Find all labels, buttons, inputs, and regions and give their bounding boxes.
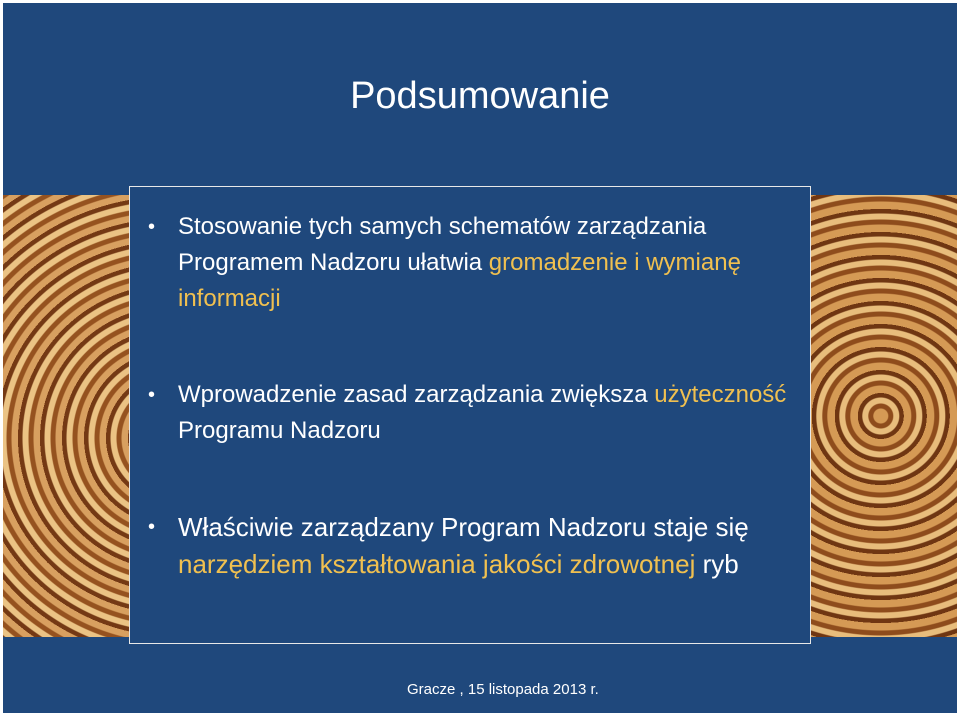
bullet-dot-icon: • — [148, 216, 156, 238]
bullet-1-text-1: Stosowanie tych samych schematów zarządzania Programem Nadzoru ułatwia — [178, 213, 707, 276]
bullet-item-1 — [140, 209, 800, 317]
bullet-2-text-2: Programu Nadzoru — [178, 417, 381, 444]
bullet-3-text-2: ryb — [695, 549, 739, 579]
bullet-3-highlight: narzędziem kształtowania jakości zdrowotnej — [178, 549, 696, 579]
bullet-2-text-1: Wprowadzenie zasad zarządzania zwiększa — [178, 381, 655, 408]
bullet-item-2 — [140, 377, 800, 449]
bullet-item-3 — [140, 509, 800, 583]
bullet-dot-icon: • — [148, 384, 156, 406]
bullet-3-text-1: Właściwie zarządzany Program Nadzoru staje się — [178, 512, 749, 542]
bullet-1-highlight: gromadzenie i wymianę informacji — [178, 249, 741, 312]
slide-title: Podsumowanie — [350, 75, 610, 117]
content-box — [129, 186, 811, 644]
footer-date: Gracze , 15 listopada 2013 r. — [407, 681, 599, 698]
bullet-dot-icon: • — [148, 516, 156, 538]
slide — [3, 3, 957, 713]
bullet-2-highlight: użyteczność — [654, 381, 787, 408]
